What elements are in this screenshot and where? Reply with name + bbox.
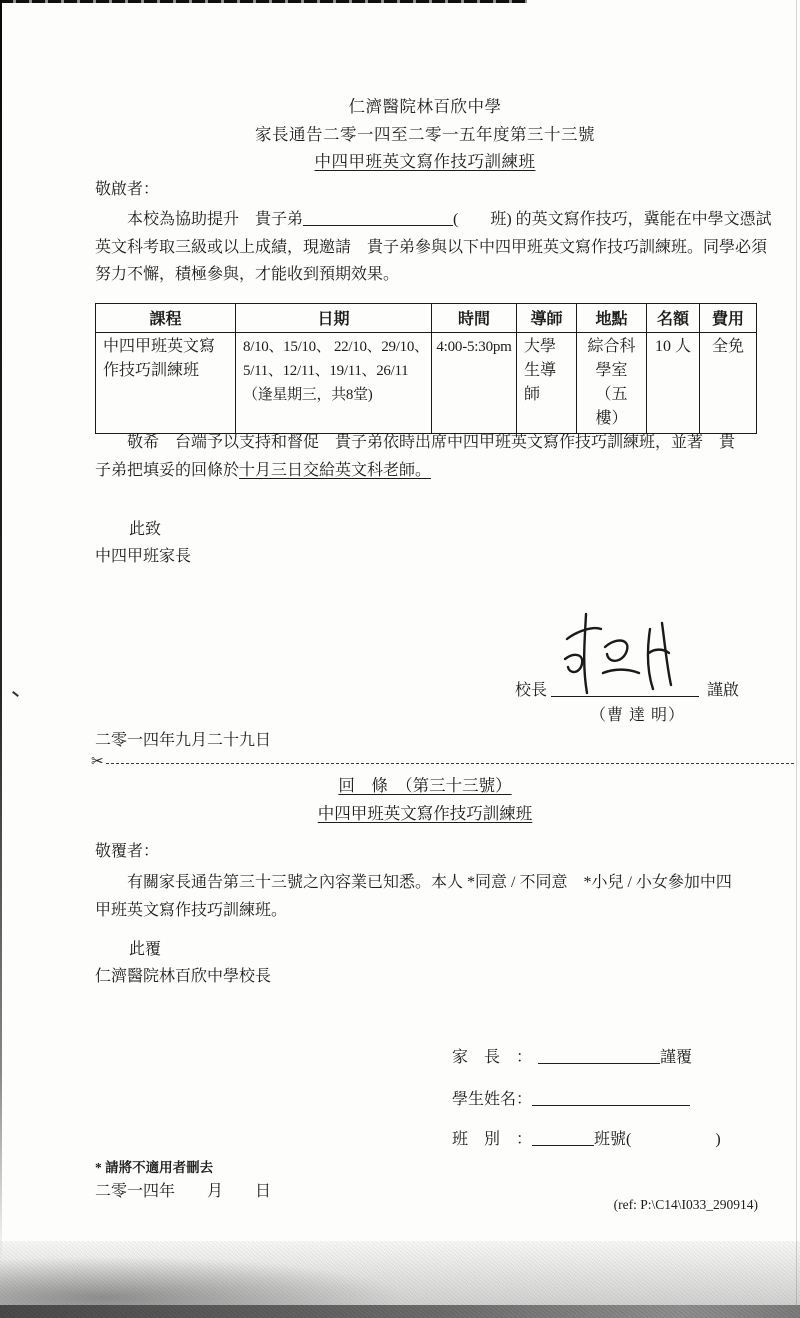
reply-salutation: 敬覆者：	[95, 843, 160, 860]
cell-course: 中四甲班英文寫作技巧訓練班	[96, 333, 236, 434]
bottom-scan-noise-artifact	[0, 1241, 800, 1305]
parent-field-suffix: 謹覆	[660, 1049, 693, 1066]
closing-this-to: 此致	[129, 521, 162, 538]
cell-venue	[577, 333, 647, 434]
dates-line-1: 8/10、15/10、 22/10、29/10、	[243, 339, 429, 355]
school-name: 仁濟醫院林百欣中學	[348, 97, 502, 116]
reply-slip-header	[95, 772, 755, 827]
dates-line-3: （逢星期三，共8堂)	[243, 387, 373, 403]
intro-line-2: 英文科考取三級或以上成績，現邀請 貴子弟參與以下中四甲班英文寫作技巧訓練班。同學必須	[95, 238, 768, 256]
reply-slip-title: 回 條 （第三十三號）	[338, 776, 512, 795]
class-field-blank	[532, 1130, 594, 1146]
left-edge-scan-artifact	[0, 0, 2, 1262]
scissors-icon: ✂	[91, 754, 104, 770]
student-field-row	[452, 1086, 690, 1114]
principal-label: 校長	[515, 682, 548, 699]
delete-inapplicable-footnote: * 請將不適用者刪去	[95, 1160, 214, 1175]
reply-this-reply: 此覆	[129, 941, 162, 958]
request-line-2	[95, 457, 760, 485]
right-edge-scan-artifact	[796, 0, 797, 1318]
venue-line-3: （五樓）	[595, 386, 628, 427]
student-field-label: 學生姓名：	[452, 1091, 533, 1108]
intro-paragraph	[95, 206, 772, 289]
file-reference: (ref: P:\C14\I033_290914)	[613, 1197, 758, 1212]
top-edge-scan-artifact	[0, 0, 527, 3]
class-number-label: 班號(	[594, 1131, 632, 1148]
cell-time: 4:00-5:30pm	[432, 333, 517, 434]
col-header-course: 課程	[96, 304, 236, 333]
cut-dashed-line	[106, 763, 794, 764]
cell-tutor: 大學生導師	[517, 333, 577, 434]
respectfully-submitted: 謹啟	[707, 682, 740, 699]
principal-name: （曹 達 明）	[590, 707, 686, 724]
venue-line-1: 綜合科	[587, 338, 636, 355]
class-number-blank	[631, 1129, 715, 1144]
deadline-underlined-text: 十月三日交給英文科老師。	[239, 461, 432, 479]
notice-number-line: 家長通告二零一四至二零一五年度第三十三號	[255, 124, 595, 144]
col-header-tutor: 導師	[517, 304, 577, 333]
issue-date: 二零一四年九月二十九日	[95, 732, 272, 749]
notice-subject: 中四甲班英文寫作技巧訓練班	[314, 152, 536, 171]
intro-line1-text-b: ( 班) 的英文寫作技巧，冀能在中學文憑試	[453, 211, 772, 228]
intro-line1-text-a: 本校為協助提升 貴子弟	[127, 211, 304, 228]
request-paragraph	[95, 429, 760, 484]
dates-line-2: 5/11、12/11、19/11、26/11	[243, 363, 409, 379]
col-header-time: 時間	[432, 304, 517, 333]
cell-dates	[236, 333, 432, 434]
reply-date-line: 二零一四年 月 日	[95, 1183, 272, 1200]
request-line-1: 敬希 台端予以支持和督促 貴子弟依時出席中四甲班英文寫作技巧訓練班，並著 貴	[127, 434, 736, 451]
class-number-close: )	[715, 1131, 721, 1148]
col-header-venue: 地點	[577, 304, 647, 333]
cut-line	[91, 755, 794, 770]
cell-fee: 全免	[700, 333, 757, 434]
salutation: 敬啟者：	[95, 181, 160, 198]
principal-signature-line	[551, 678, 699, 697]
reply-body-line-1: 有關家長通告第三十三號之內容業已知悉。本人 *同意 / 不同意 *小兒 / 小女參加中四	[127, 874, 732, 891]
request-line2-text: 子弟把填妥的回條於	[95, 461, 240, 479]
closing-addressee: 中四甲班家長	[95, 548, 192, 565]
bottom-scan-band-artifact	[0, 1305, 800, 1318]
document-header	[95, 93, 755, 176]
class-field-row	[452, 1126, 721, 1154]
col-header-fee: 費用	[700, 304, 757, 333]
col-header-date: 日期	[236, 304, 432, 333]
student-name-blank	[303, 210, 453, 226]
reply-body	[95, 869, 760, 924]
intro-line-1	[95, 206, 772, 234]
course-table	[95, 303, 757, 434]
left-margin-tick-artifact	[12, 691, 19, 697]
reply-addressee: 仁濟醫院林百欣中學校長	[95, 968, 272, 985]
parent-field-row	[452, 1044, 692, 1072]
parent-field-label: 家長：	[452, 1049, 532, 1066]
course-table-data-row	[96, 333, 757, 434]
reply-slip-subject: 中四甲班英文寫作技巧訓練班	[317, 803, 533, 823]
venue-line-2: 學室	[595, 362, 628, 379]
class-field-label: 班別：	[452, 1131, 532, 1148]
cell-quota: 10 人	[647, 333, 700, 434]
course-table-header-row	[96, 304, 757, 333]
student-name-field-blank	[532, 1090, 690, 1106]
reply-body-line-2: 甲班英文寫作技巧訓練班。	[95, 901, 288, 919]
col-header-quota: 名額	[647, 304, 700, 333]
parent-signature-blank	[538, 1048, 660, 1064]
intro-line-3: 努力不懈，積極參與，才能收到預期效果。	[95, 266, 400, 283]
